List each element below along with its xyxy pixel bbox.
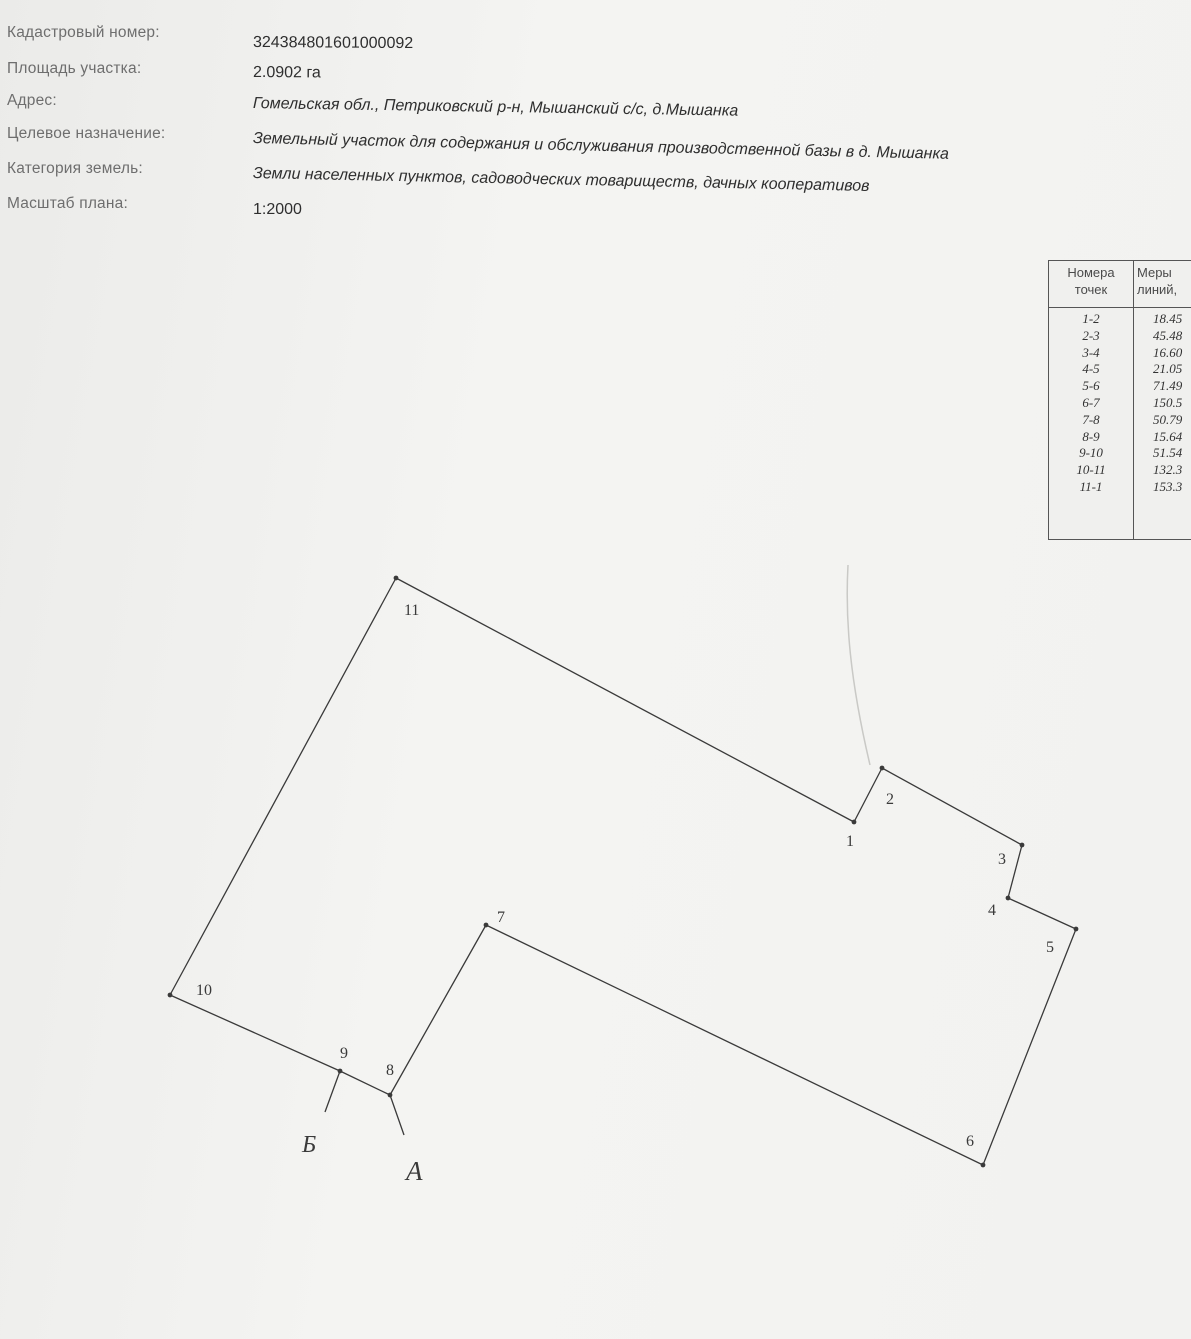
point-label-1: 1 bbox=[846, 833, 854, 850]
table-header-lengths: Меры линий, bbox=[1137, 265, 1178, 297]
vertex-3 bbox=[1020, 843, 1025, 848]
point-label-4: 4 bbox=[988, 902, 996, 919]
vertex-4 bbox=[1006, 896, 1011, 901]
vertex-8 bbox=[388, 1093, 393, 1098]
cadastral-number: 324384801601000092 bbox=[252, 34, 414, 53]
point-label-11: 11 bbox=[404, 602, 420, 619]
vertex-10 bbox=[168, 993, 173, 998]
table-cell-points: 4-5 bbox=[1082, 361, 1100, 377]
table-cell-length: 153.3 bbox=[1153, 478, 1183, 494]
fold-crease bbox=[847, 565, 870, 765]
table-cell-points: 7-8 bbox=[1082, 411, 1100, 427]
info-label: Адрес: bbox=[7, 92, 57, 109]
table-cell-points: 1-2 bbox=[1082, 311, 1100, 326]
info-label: Площадь участка: bbox=[7, 60, 142, 77]
category-value: Земли населенных пунктов, садоводческих товариществ, дачных кооперативов bbox=[252, 165, 870, 195]
info-label: Целевое назначение: bbox=[7, 125, 166, 142]
table-cell-length: 132.3 bbox=[1153, 462, 1183, 478]
address-value: Гомельская обл., Петриковский р-н, Мышанский с/с, д.Мышанка bbox=[252, 95, 739, 120]
vertex-1 bbox=[852, 820, 857, 825]
scale-value: 1:2000 bbox=[253, 201, 302, 218]
point-label-9: 9 bbox=[340, 1045, 348, 1062]
point-label-10: 10 bbox=[196, 982, 212, 999]
purpose-value: Земельный участок для содержания и обслуживания производственной базы в д. Мышанка bbox=[252, 130, 950, 163]
table-cell-length: 150.5 bbox=[1153, 394, 1183, 410]
point-label-2: 2 bbox=[886, 791, 894, 808]
point-label-3: 3 bbox=[998, 851, 1006, 868]
point-label-7: 7 bbox=[497, 909, 505, 926]
table-cell-points: 3-4 bbox=[1082, 344, 1100, 360]
vertex-6 bbox=[981, 1163, 986, 1168]
table-cell-points: 9-10 bbox=[1079, 445, 1103, 461]
marker-line-a bbox=[390, 1095, 404, 1135]
info-label: Масштаб плана: bbox=[7, 195, 128, 212]
table-cell-points: 6-7 bbox=[1082, 394, 1100, 410]
table-cell-length: 45.48 bbox=[1153, 327, 1183, 343]
table-cell-points: 2-3 bbox=[1082, 327, 1100, 343]
area-value: 2.0902 га bbox=[252, 64, 321, 82]
table-header-points: Номера точек bbox=[1067, 265, 1115, 297]
table-cell-length: 15.64 bbox=[1153, 428, 1183, 444]
vertex-2 bbox=[880, 766, 885, 771]
table-cell-points: 10-11 bbox=[1076, 462, 1106, 478]
info-label: Кадастровый номер: bbox=[7, 24, 160, 41]
table-cell-length: 21.05 bbox=[1153, 361, 1183, 377]
table-cell-length: 50.79 bbox=[1153, 411, 1183, 427]
info-label: Категория земель: bbox=[7, 160, 143, 177]
table-cell-points: 8-9 bbox=[1082, 428, 1100, 444]
vertex-7 bbox=[484, 923, 489, 928]
table-cell-points: 11-1 bbox=[1079, 478, 1103, 494]
point-label-6: 6 bbox=[966, 1133, 974, 1150]
marker-label-b: Б bbox=[302, 1132, 317, 1158]
vertex-11 bbox=[394, 576, 399, 581]
vertex-9 bbox=[338, 1069, 343, 1074]
table-cell-length: 51.54 bbox=[1153, 445, 1183, 461]
vertex-5 bbox=[1074, 927, 1079, 932]
point-label-8: 8 bbox=[386, 1062, 394, 1079]
table-cell-length: 16.60 bbox=[1153, 344, 1183, 360]
table-cell-length: 18.45 bbox=[1153, 311, 1183, 326]
point-label-5: 5 bbox=[1046, 939, 1054, 956]
table-cell-length: 71.49 bbox=[1153, 378, 1183, 394]
table-cell-points: 5-6 bbox=[1082, 378, 1100, 394]
plot-boundary bbox=[170, 578, 1076, 1165]
marker-line-b bbox=[325, 1071, 340, 1112]
marker-label-a: А bbox=[406, 1156, 423, 1186]
